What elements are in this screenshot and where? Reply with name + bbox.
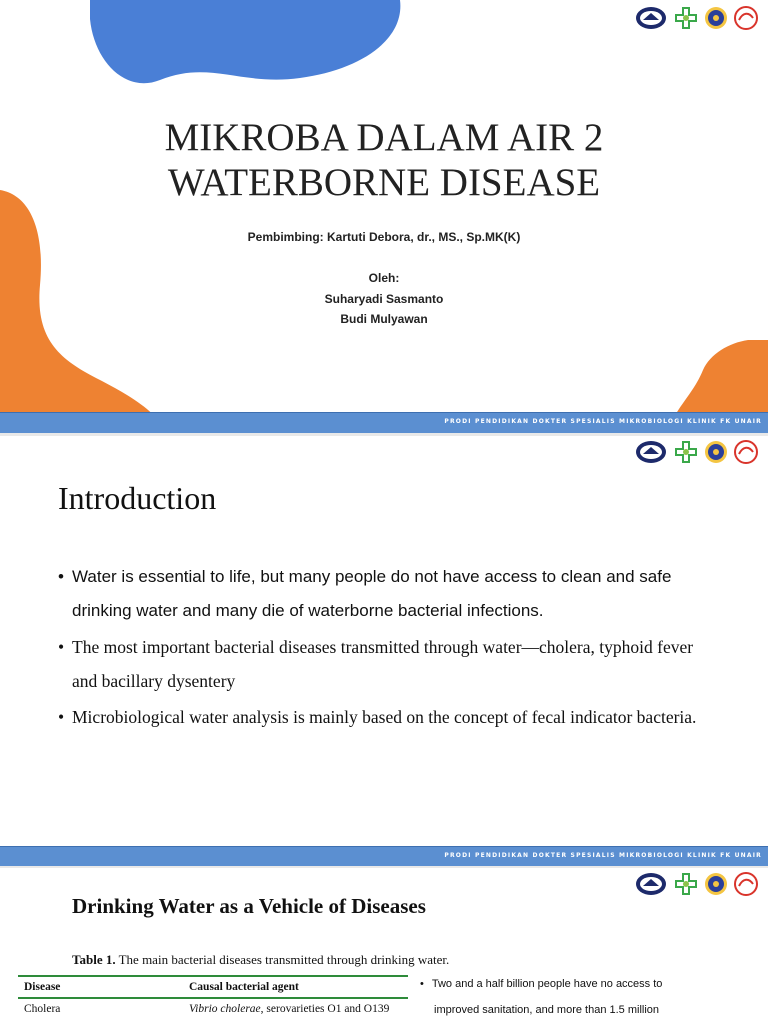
bullet-item: • The most important bacterial diseases transmitted through water—cholera, typhoid fever and bacillary dysentery xyxy=(58,630,718,698)
logo-unair-icon xyxy=(634,6,668,30)
drinking-water-slide xyxy=(0,868,768,1024)
logo-strip xyxy=(634,440,758,464)
by-label: Oleh: xyxy=(368,271,400,285)
table-caption: Table 1. The main bacterial diseases transmitted through drinking water. xyxy=(72,952,450,967)
cell-disease: Cholera xyxy=(24,1002,61,1015)
introduction-slide xyxy=(0,436,768,866)
slide-title xyxy=(0,115,768,205)
title-slide xyxy=(0,0,768,433)
bullet-dot-icon: • xyxy=(58,567,64,586)
bullet-list xyxy=(58,560,718,736)
header-agent: Causal bacterial agent xyxy=(189,981,299,993)
footer-bar xyxy=(0,846,768,866)
author-1: Suharyadi Sasmanto xyxy=(324,292,444,306)
bullet-dot-icon: • xyxy=(58,707,65,727)
header-disease: Disease xyxy=(24,981,61,993)
logo-rsud-icon xyxy=(734,440,758,464)
table-row xyxy=(18,999,408,1019)
logo-kemenkes-icon xyxy=(674,6,698,30)
bullet-dot-icon: • xyxy=(58,637,65,657)
logo-fk-icon xyxy=(704,6,728,30)
logo-fk-icon xyxy=(704,440,728,464)
blue-blob-shape xyxy=(90,0,410,100)
title-line-2: WATERBORNE DISEASE xyxy=(167,161,601,204)
logo-rsud-icon xyxy=(734,872,758,896)
logo-strip xyxy=(634,6,758,30)
supervisor-text: Pembimbing: Kartuti Debora, dr., MS., Sp.MK(K) xyxy=(247,230,521,244)
bullet-item: • Microbiological water analysis is mainly based on the concept of fecal indicator bacteria. xyxy=(58,700,718,734)
footer-bar xyxy=(0,412,768,433)
logo-fk-icon xyxy=(704,872,728,896)
logo-unair-icon xyxy=(634,440,668,464)
side-bullet: • Two and a half billion people have no access to improved sanitation, and more than 1.5 million xyxy=(420,978,663,1016)
logo-rsud-icon xyxy=(734,6,758,30)
logo-unair-icon xyxy=(634,872,668,896)
title-line-1: MIKROBA DALAM AIR 2 xyxy=(164,116,604,159)
disease-table xyxy=(18,975,408,1019)
footer-text: PRODI PENDIDIKAN DOKTER SPESIALIS MIKROBIOLOGI KLINIK FK UNAIR xyxy=(444,852,762,859)
logo-strip xyxy=(634,872,758,896)
slide-heading: Drinking Water as a Vehicle of Diseases xyxy=(72,894,426,918)
author-2: Budi Mulyawan xyxy=(340,312,428,326)
cell-agent: Vibrio cholerae, serovarieties O1 and O139 xyxy=(189,1002,390,1015)
logo-kemenkes-icon xyxy=(674,440,698,464)
logo-kemenkes-icon xyxy=(674,872,698,896)
footer-text: PRODI PENDIDIKAN DOKTER SPESIALIS MIKROBIOLOGI KLINIK FK UNAIR xyxy=(444,418,762,425)
slide-heading: Introduction xyxy=(58,480,217,516)
table-header-row xyxy=(18,977,408,997)
bullet-dot-icon: • xyxy=(420,978,424,990)
bullet-item: • Water is essential to life, but many people do not have access to clean and safe drinking water and many die of waterborne bacterial infections. xyxy=(58,560,718,628)
